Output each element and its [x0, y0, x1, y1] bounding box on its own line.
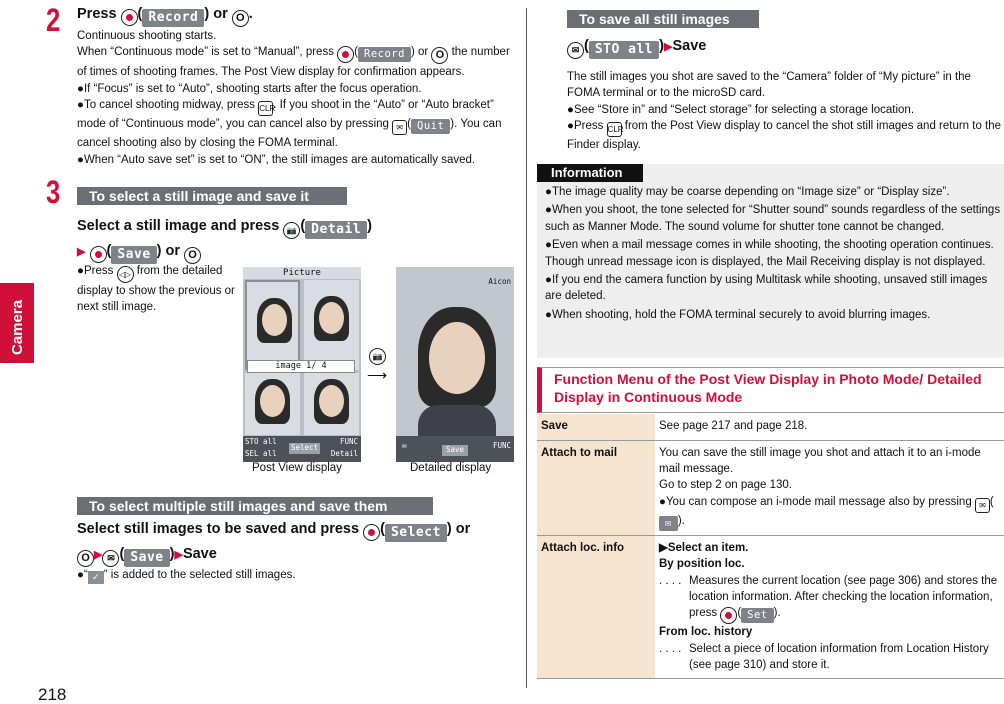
clr-key-icon: CLR — [607, 122, 622, 137]
step2-p1: Continuous shooting starts. — [77, 30, 217, 42]
caption-post-view: Post View display — [252, 462, 342, 474]
check-icon: ✓ — [88, 571, 104, 584]
record-softkey: Record — [358, 47, 411, 62]
step2-bullet3: ●When “Auto save set” is set to “ON”, the still images are automatically saved. — [77, 153, 476, 166]
step2-bullet1: ●If “Focus” is set to “Auto”, shooting starts after the focus operation. — [77, 82, 422, 95]
info-item: ●When shooting, hold the FOMA terminal securely to avoid blurring images. — [545, 308, 931, 321]
row-label-attach-loc: Attach loc. info — [537, 535, 655, 678]
sto-all-softkey: STO all — [589, 41, 659, 59]
select-softkey: Select — [291, 443, 319, 452]
page-number: 218 — [38, 685, 67, 704]
save-softkey: Save — [442, 445, 468, 456]
mail-key-icon: ✉ — [102, 550, 119, 567]
step3-bullet1: ●Press ◁▷ from the detailed display to show the previous or next still image. — [77, 265, 235, 314]
func-softkey: FUNC — [492, 441, 511, 450]
step2-header: Press ( Record ) or O . — [77, 6, 253, 25]
row-label-attach-mail: Attach to mail — [537, 440, 655, 535]
portrait-face — [429, 322, 485, 394]
save-all-header: ✉ ( STO all )▶Save — [567, 36, 997, 59]
o-key-icon: O — [232, 10, 249, 27]
information-title: Information — [537, 164, 643, 182]
mail-softkey-icon: ✉ — [659, 516, 678, 531]
record-softkey: Record — [142, 9, 204, 27]
detailed-status-icon: Aicon — [488, 277, 511, 286]
step3-bullet2: ●“ ✓ ” is added to the selected still images. — [77, 569, 296, 582]
info-item: ●Even when a mail message comes in while shooting, the shooting operation continues. Though unread message icon is displayed, the Mail Receiving display is not displayed. — [545, 239, 994, 268]
save-all-body — [567, 69, 1003, 154]
table-row — [537, 535, 1004, 678]
row-text-save: See page 217 and page 218. — [655, 414, 1004, 440]
arrow-icon: ▶ — [174, 549, 183, 561]
post-view-softkeys — [243, 436, 361, 462]
step2-body — [77, 28, 517, 168]
table-row — [537, 414, 1004, 440]
step-number-3: 3 — [46, 174, 61, 210]
save-all-p1: The still images you shot are saved to the “Camera” folder of “My picture” in the FOMA terminal or to the microSD card. — [567, 71, 971, 100]
o-key-icon: O — [77, 550, 94, 567]
step3-header2: Select still images to be saved and press ( Select ) or O ▶ ✉ ( Save )▶Save — [77, 521, 471, 565]
left-right-key-icon: ◁▷ — [117, 266, 134, 283]
arrow-icon: ▶ — [94, 549, 103, 561]
banner-select-multiple: To select multiple still images and save them — [77, 497, 433, 515]
thumbnail-1 — [245, 280, 300, 370]
press-label: Press — [77, 6, 117, 22]
function-menu-table — [537, 414, 1004, 679]
step2-bullet2: ●To cancel shooting midway, press CLR. If you shoot in the “Auto” or “Auto bracket” mode of “Continuous mode”, you can cancel also by pressing ✉ ( Quit ). You can cancel shooting also by closing the FOMA terminal. — [77, 99, 502, 150]
set-softkey: Set — [741, 608, 773, 623]
post-view-screen — [243, 267, 361, 462]
func-softkey: FUNC — [339, 437, 358, 446]
column-divider — [526, 8, 527, 688]
mail-softkey-icon: ✉ — [402, 441, 407, 450]
quit-softkey: Quit — [411, 119, 450, 134]
step3-header1: Select a still image and press 📷 ( Detail ) ▶ ( Save ) or O — [77, 218, 372, 262]
information-list — [545, 184, 1001, 323]
arrow-icon: ▶ — [663, 41, 673, 53]
save-all-bullet1: ●See “Store in” and “Select storage” for selecting a storage location. — [567, 103, 915, 116]
table-row — [537, 440, 1004, 535]
center-key-icon — [720, 607, 737, 624]
select-softkey: Select — [385, 524, 447, 542]
save-softkey: Save — [111, 246, 156, 264]
camera-key-icon: 📷 — [283, 222, 300, 239]
step2-p2: When “Continuous mode” is set to “Manual”, press ( Record ) or O the number of times of shooting frames. The Post View display for confirmation appears. — [77, 46, 510, 79]
row-label-save: Save — [537, 414, 655, 440]
center-key-icon — [337, 46, 354, 63]
sto-all-softkey: STO all — [245, 437, 277, 446]
or-label: or — [213, 6, 228, 22]
detail-softkey: Detail — [305, 221, 367, 239]
arrow-icon: ▶ — [77, 246, 86, 258]
banner-save-all: To save all still images — [567, 10, 759, 28]
post-view-title: Picture — [243, 267, 361, 279]
banner-select-single: To select a still image and save it — [77, 187, 347, 205]
center-key-icon — [90, 246, 107, 263]
clr-key-icon: CLR — [258, 101, 273, 116]
mail-key-icon: ✉ — [392, 120, 407, 135]
center-key-icon — [363, 524, 380, 541]
thumbnail-4 — [304, 373, 359, 435]
o-key-icon: O — [184, 247, 201, 264]
function-menu-title: Function Menu of the Post View Display in Photo Mode/ Detailed Display in Continuous Mode — [537, 367, 1004, 413]
camera-key-icon: 📷 — [369, 348, 386, 365]
detailed-softkeys — [396, 436, 514, 462]
info-item: ●The image quality may be coarse depending on “Image size” or “Display size”. — [545, 186, 950, 198]
mail-key-icon: ✉ — [975, 498, 990, 513]
info-item: ●If you end the camera function by using Multitask while shooting, unsaved still images are deleted. — [545, 274, 988, 303]
row-text-attach-mail: You can save the still image you shot and attach it to an i-mode mail message. Go to step 2 on page 130. ●You can compose an i-mode mail message also by pressing ✉ (✉ ). — [655, 440, 1004, 535]
thumbnail-3 — [245, 373, 300, 435]
o-key-icon: O — [431, 47, 448, 64]
caption-detailed: Detailed display — [410, 462, 492, 474]
detailed-screen — [396, 267, 514, 462]
sel-all-softkey: SEL all — [245, 449, 277, 458]
mail-key-icon: ✉ — [567, 42, 584, 59]
image-counter: image 1/ 4 — [247, 360, 355, 373]
save-softkey: Save — [124, 549, 169, 567]
center-key-icon — [121, 9, 138, 26]
transition-arrow-icon: ⟶ — [367, 367, 388, 383]
thumbnail-2 — [304, 280, 359, 370]
section-tab-label: Camera — [9, 299, 26, 355]
save-all-bullet2: ●Press CLR from the Post View display to cancel the shot still images and return to the Finder display. — [567, 120, 1002, 152]
step-number-2: 2 — [46, 2, 61, 38]
section-tab — [0, 283, 34, 363]
info-item: ●When you shoot, the tone selected for “Shutter sound” sounds regardless of the settings such as Manner Mode. The sound volume for shutter tone cannot be changed. — [545, 204, 1001, 233]
detail-softkey: Detail — [330, 449, 358, 458]
row-text-attach-loc: ▶Select an item. By position loc. . . . . Measures the current location (see page 306) and stores the location information. After checking the location information, press ( Set ). From loc. history . . . . Select a piece of location information from Location History (see page 310) and store it. — [655, 535, 1004, 678]
